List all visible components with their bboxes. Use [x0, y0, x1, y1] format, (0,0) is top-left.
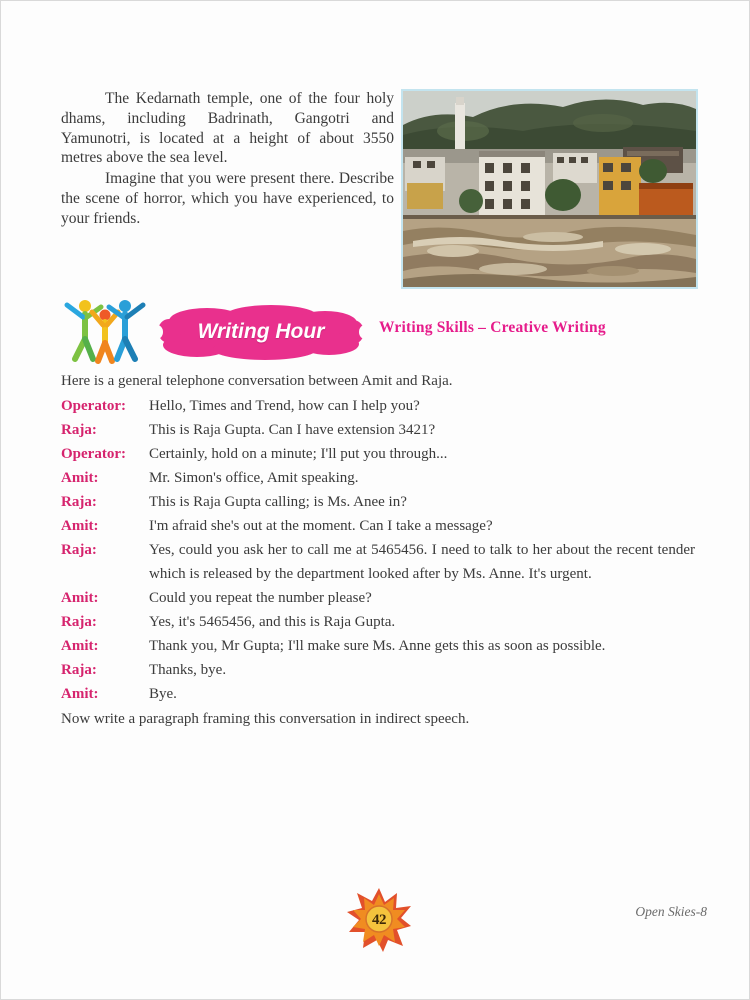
- dialogue-row: [61, 610, 695, 634]
- dialogue-row: [61, 442, 695, 466]
- speaker-label: Amit:: [61, 590, 99, 606]
- speaker-text: Certainly, hold on a minute; I'll put you through...: [149, 446, 448, 462]
- speaker-text: Thanks, bye.: [149, 662, 227, 678]
- speaker-text: This is Raja Gupta. Can I have extension 3421?: [149, 422, 436, 438]
- speaker-text: Bye.: [149, 686, 177, 702]
- speaker-label: Amit:: [61, 518, 99, 534]
- team-figures-icon: [59, 297, 151, 372]
- speaker-text: Hello, Times and Trend, how can I help you?: [149, 398, 420, 414]
- speaker-text: Mr. Simon's office, Amit speaking.: [149, 470, 359, 486]
- dialogue-row: [61, 658, 695, 682]
- speaker-label: Operator:: [61, 446, 126, 462]
- intro-paragraph-2: Imagine that you were present there. Describe the scene of horror, which you have experienced, to your friends.: [61, 170, 394, 227]
- dialogue-row: [61, 466, 695, 490]
- page-number-star: [347, 888, 411, 952]
- dialogue-row: [61, 634, 695, 658]
- flood-photo: [401, 89, 698, 289]
- speaker-label: Raja:: [61, 494, 97, 510]
- dialogue-row: [61, 418, 695, 442]
- speaker-label: Raja:: [61, 662, 97, 678]
- speaker-text: Yes, could you ask her to call me at 5465456. I need to talk to her about the recent tender which is released by the department looked after by Ms. Anne. It's urgent.: [149, 542, 695, 582]
- speaker-label: Raja:: [61, 614, 97, 630]
- dialogue-row: [61, 394, 695, 418]
- dialogue-row: [61, 538, 695, 586]
- dialogue-row: [61, 514, 695, 538]
- intro-paragraph-1: The Kedarnath temple, one of the four holy dhams, including Badrinath, Gangotri and Yamunotri, is located at a height of about 3550 metres above the sea level.: [61, 90, 394, 167]
- speaker-label: Amit:: [61, 470, 99, 486]
- dialogue-row: [61, 586, 695, 610]
- speaker-label: Amit:: [61, 686, 99, 702]
- flood-photo-art: [403, 91, 696, 287]
- speaker-text: This is Raja Gupta calling; is Ms. Anee in?: [149, 494, 407, 510]
- speaker-text: Could you repeat the number please?: [149, 590, 372, 606]
- speaker-label: Raja:: [61, 422, 97, 438]
- speaker-text: Thank you, Mr Gupta; I'll make sure Ms. Anne gets this as soon as possible.: [149, 638, 606, 654]
- conversation-intro: Here is a general telephone conversation between Amit and Raja.: [61, 373, 453, 389]
- speaker-text: I'm afraid she's out at the moment. Can I take a message?: [149, 518, 493, 534]
- speaker-text: Yes, it's 5465456, and this is Raja Gupta.: [149, 614, 396, 630]
- speaker-label: Amit:: [61, 638, 99, 654]
- page-number: 42: [372, 911, 386, 928]
- intro-paragraphs: [61, 89, 394, 230]
- writing-hour-banner: [155, 303, 367, 361]
- dialogue-row: [61, 490, 695, 514]
- conversation-outro: Now write a paragraph framing this conversation in indirect speech.: [61, 711, 470, 727]
- book-title: Open Skies-8: [635, 904, 707, 919]
- speaker-label: Operator:: [61, 398, 126, 414]
- writing-hour-section: [59, 295, 699, 367]
- writing-hour-label: Writing Hour: [197, 320, 325, 343]
- conversation-block: [61, 369, 695, 731]
- dialogue-row: [61, 682, 695, 706]
- speaker-label: Raja:: [61, 542, 97, 558]
- section-subtitle: Writing Skills – Creative Writing: [379, 319, 606, 336]
